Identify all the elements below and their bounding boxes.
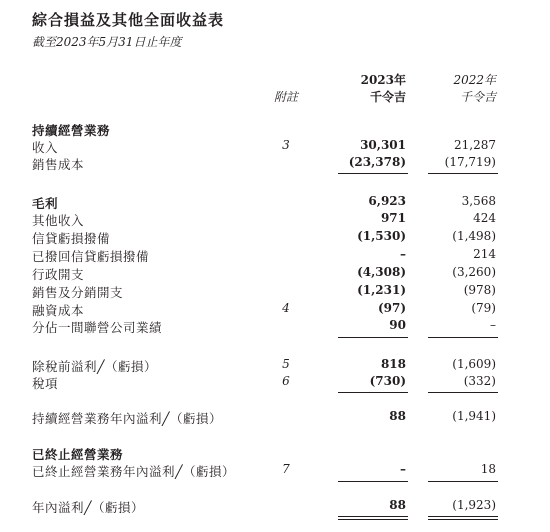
row-label-cost-of-sales: 銷售成本 (32, 157, 85, 172)
total-double-rule-2022 (428, 519, 498, 520)
row-value-2022-credit-loss-provision: (1,498) (452, 229, 496, 243)
row-label-continuing-ops: 持續經營業務 (32, 123, 111, 138)
row-value-2023-continuing-profit: 88 (389, 409, 406, 423)
total-double-rule-2023 (338, 519, 408, 520)
row-note-discontinued-profit: 7 (282, 462, 290, 476)
row-value-2022-discontinued-profit: 18 (480, 462, 496, 476)
row-value-2022-taxation: (332) (463, 374, 496, 388)
note-column-header: 附註 (273, 90, 298, 104)
row-value-2023-admin-expenses: (4,308) (357, 265, 406, 279)
row-value-2022-cost-of-sales: (17,719) (444, 155, 496, 169)
row-note-profit-before-tax: 5 (282, 357, 290, 371)
row-label-credit-loss-provision: 信貸虧損撥備 (32, 231, 111, 246)
statement-subtitle: 截至2023年5月31日止年度 (32, 35, 182, 49)
subtotal-rule-2023 (338, 337, 408, 338)
row-value-2022-continuing-profit: (1,941) (452, 409, 496, 423)
row-value-2022-admin-expenses: (3,260) (452, 265, 496, 279)
row-value-2022-profit-for-year: (1,923) (452, 498, 496, 512)
row-label-continuing-profit: 持續經營業務年內溢利╱（虧損） (32, 411, 223, 426)
row-value-2023-credit-loss-provision: (1,530) (357, 229, 406, 243)
row-label-share-of-associate: 分佔一間聯營公司業績 (32, 320, 163, 335)
subtotal-rule-2022 (428, 481, 498, 482)
row-label-admin-expenses: 行政開支 (32, 267, 85, 282)
row-label-other-income: 其他收入 (32, 213, 85, 228)
row-value-2022-selling-distribution: (978) (463, 283, 496, 297)
row-value-2023-share-of-associate: 90 (389, 318, 406, 332)
row-value-2023-profit-for-year: 88 (389, 498, 406, 512)
row-value-2023-cost-of-sales: (23,378) (348, 155, 406, 169)
row-label-selling-distribution: 銷售及分銷開支 (32, 285, 124, 300)
row-value-2022-finance-costs: (79) (471, 301, 496, 315)
total-double-rule-2023 (338, 516, 408, 517)
row-value-2022-gross-profit: 3,568 (461, 194, 496, 208)
row-value-2022-other-income: 424 (473, 211, 496, 225)
row-value-2022-credit-loss-reversal: 214 (473, 247, 496, 261)
total-double-rule-2022 (428, 516, 498, 517)
subtotal-rule-2022 (428, 337, 498, 338)
prior-unit-header: 千令吉 (459, 90, 496, 104)
current-unit-header: 千令吉 (369, 90, 406, 104)
row-value-2023-credit-loss-reversal: – (400, 247, 406, 261)
row-note-finance-costs: 4 (282, 301, 290, 315)
row-label-discontinued-ops: 已終止經營業務 (32, 447, 124, 462)
row-value-2023-selling-distribution: (1,231) (357, 283, 406, 297)
row-label-finance-costs: 融資成本 (32, 303, 85, 318)
subtotal-rule-2023 (338, 481, 408, 482)
row-label-gross-profit: 毛利 (32, 196, 59, 211)
subtotal-rule-2022 (428, 392, 498, 393)
row-label-taxation: 稅項 (32, 376, 59, 391)
row-value-2022-share-of-associate: – (490, 318, 496, 332)
row-value-2023-finance-costs: (97) (377, 301, 406, 315)
row-label-profit-before-tax: 除稅前溢利╱（虧損） (32, 359, 158, 374)
row-note-taxation: 6 (282, 374, 290, 388)
row-value-2023-discontinued-profit: – (400, 462, 406, 476)
subtotal-rule-2022 (428, 173, 498, 174)
row-value-2023-taxation: (730) (369, 374, 406, 388)
row-value-2022-revenue: 21,287 (454, 138, 496, 152)
row-label-profit-for-year: 年內溢利╱（虧損） (32, 500, 145, 515)
subtotal-rule-2023 (338, 173, 408, 174)
row-label-revenue: 收入 (32, 140, 59, 155)
statement-title: 綜合損益及其他全面收益表 (32, 11, 225, 29)
row-value-2022-profit-before-tax: (1,609) (452, 357, 496, 371)
row-value-2023-other-income: 971 (380, 211, 406, 225)
row-value-2023-profit-before-tax: 818 (380, 357, 406, 371)
row-label-credit-loss-reversal: 已撥回信貸虧損撥備 (32, 249, 150, 264)
row-note-revenue: 3 (282, 138, 290, 152)
subtotal-rule-2023 (338, 392, 408, 393)
row-value-2023-revenue: 30,301 (360, 138, 406, 152)
row-value-2023-gross-profit: 6,923 (368, 194, 406, 208)
row-label-discontinued-profit: 已終止經營業務年內溢利╱（虧損） (32, 464, 236, 479)
current-year-header: 2023年 (360, 73, 406, 87)
prior-year-header: 2022年 (453, 73, 496, 87)
